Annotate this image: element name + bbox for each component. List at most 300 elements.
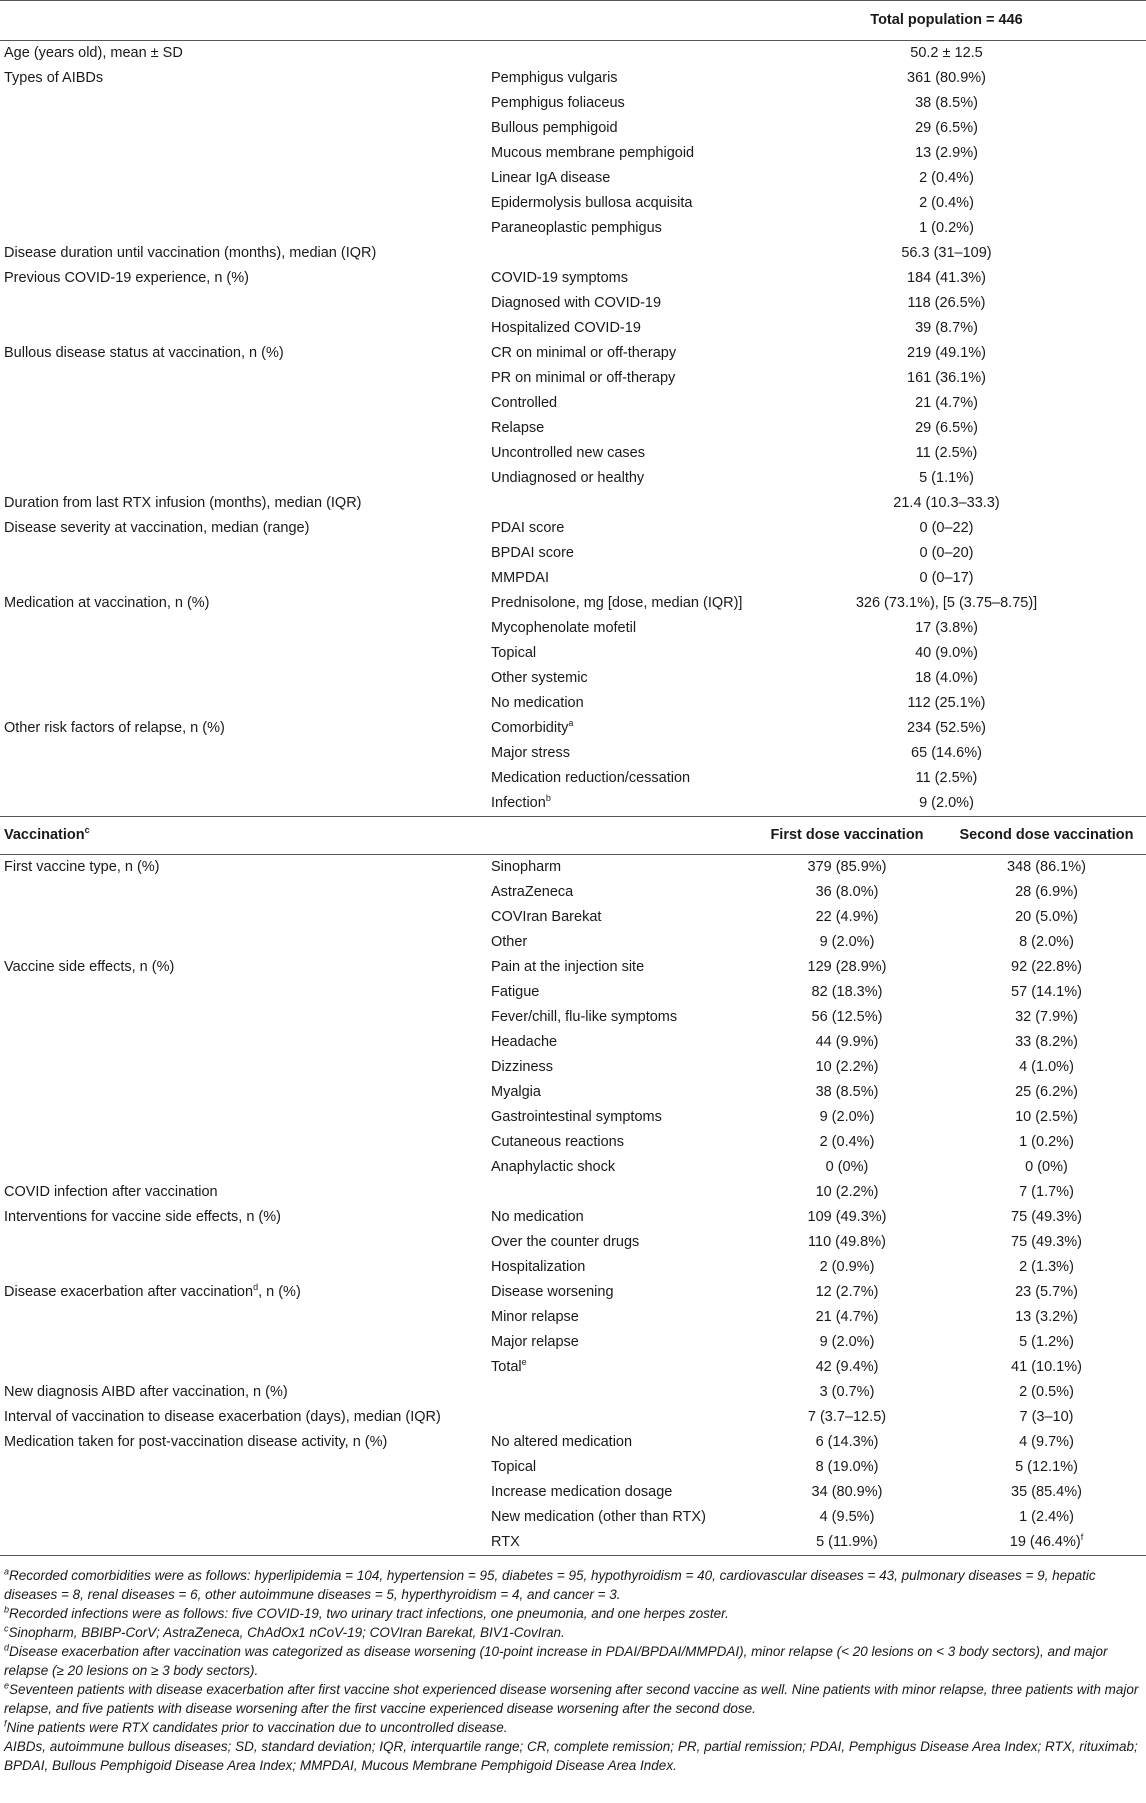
value-text: 75 (49.3%)	[1011, 1209, 1082, 1225]
second-dose-value	[947, 1480, 1146, 1505]
row-label	[0, 1280, 487, 1305]
row-value: 184 (41.3%)	[907, 270, 986, 286]
value-text: 41 (10.1%)	[1011, 1359, 1082, 1375]
total-population-header: Total population = 446	[747, 1, 1146, 41]
sublabel-text: Controlled	[491, 395, 558, 411]
row-value: 65 (14.6%)	[911, 745, 982, 761]
sublabel-text: Prednisolone, mg [dose, median (IQR)]	[491, 595, 743, 611]
row-sublabel	[487, 466, 747, 491]
sublabel-text: Minor relapse	[491, 1309, 579, 1325]
row-label	[0, 930, 487, 955]
first-dose-value: 10 (2.2%)	[815, 1184, 879, 1200]
table-row	[0, 291, 1146, 316]
table-row	[0, 491, 1146, 516]
table-row	[0, 191, 1146, 216]
table-row	[0, 41, 1146, 67]
first-dose-value: 82 (18.3%)	[811, 984, 883, 1000]
row-label	[0, 1130, 487, 1155]
sublabel-text: Major stress	[491, 745, 570, 761]
table-row	[0, 316, 1146, 341]
row-sublabel	[487, 91, 747, 116]
table-row	[0, 1455, 1146, 1480]
row-value: 11 (2.5%)	[915, 770, 978, 786]
sublabel-text: Hospitalization	[491, 1259, 586, 1275]
row-label	[0, 1405, 487, 1430]
row-sublabel	[487, 1455, 747, 1480]
row-label	[0, 880, 487, 905]
sublabel-text: RTX	[491, 1534, 520, 1550]
sublabel-text: Pemphigus foliaceus	[491, 95, 625, 111]
value-text: 10 (2.5%)	[1015, 1109, 1078, 1125]
row-sublabel	[487, 316, 747, 341]
value-text: 2 (1.3%)	[1019, 1259, 1074, 1275]
label-text: Vaccine side effects, n (%)	[4, 959, 175, 975]
value-text: 5 (12.1%)	[1015, 1459, 1078, 1475]
row-value: 112 (25.1%)	[907, 695, 986, 711]
table-row	[0, 791, 1146, 817]
sublabel-text: Headache	[491, 1034, 558, 1050]
table-row	[0, 516, 1146, 541]
label-text: First vaccine type, n (%)	[4, 859, 160, 875]
row-value: 326 (73.1%), [5 (3.75–8.75)]	[855, 595, 1038, 611]
first-dose-value: 129 (28.9%)	[807, 959, 887, 975]
label-text: Interventions for vaccine side effects, n (%)	[4, 1209, 281, 1225]
sublabel-text: Topical	[491, 1459, 537, 1475]
row-sublabel	[487, 1230, 747, 1255]
sublabel-text: PDAI score	[491, 520, 565, 536]
row-sublabel	[487, 1305, 747, 1330]
row-value: 18 (4.0%)	[915, 670, 978, 686]
sublabel-text: Anaphylactic shock	[491, 1159, 616, 1175]
row-sublabel	[487, 1330, 747, 1355]
row-sublabel	[487, 191, 747, 216]
row-label	[0, 541, 487, 566]
row-label	[0, 641, 487, 666]
population-section	[0, 41, 1146, 817]
table-row	[0, 1180, 1146, 1205]
table-row	[0, 241, 1146, 266]
first-dose-value: 12 (2.7%)	[815, 1284, 879, 1300]
row-sublabel	[487, 616, 747, 641]
row-sublabel	[487, 641, 747, 666]
row-label	[0, 1480, 487, 1505]
row-label	[0, 291, 487, 316]
row-sublabel	[487, 141, 747, 166]
second-dose-value	[947, 1080, 1146, 1105]
sublabel-text: Mucous membrane pemphigoid	[491, 145, 695, 161]
first-dose-value: 8 (19.0%)	[815, 1459, 879, 1475]
sublabel-text: AstraZeneca	[491, 884, 574, 900]
row-sublabel	[487, 541, 747, 566]
sublabel-text: Other systemic	[491, 670, 588, 686]
sublabel-text: Other	[491, 934, 528, 950]
sublabel-text: Undiagnosed or healthy	[491, 470, 645, 486]
row-sublabel	[487, 566, 747, 591]
first-dose-value: 9 (2.0%)	[819, 934, 875, 950]
row-label	[0, 1105, 487, 1130]
row-label	[0, 1530, 487, 1556]
table-row	[0, 1105, 1146, 1130]
row-label: Duration from last RTX infusion (months), median (IQR)	[4, 495, 362, 511]
sublabel-text: COVIran Barekat	[491, 909, 602, 925]
second-dose-value	[947, 1380, 1146, 1405]
table-row	[0, 1355, 1146, 1380]
row-label	[0, 1505, 487, 1530]
table-row	[0, 1430, 1146, 1455]
second-dose-value	[947, 1155, 1146, 1180]
row-sublabel	[487, 1005, 747, 1030]
row-sublabel	[487, 416, 747, 441]
footnote-marker: e	[4, 1680, 10, 1691]
row-value: 1 (0.2%)	[919, 220, 974, 236]
row-value: 17 (3.8%)	[915, 620, 978, 636]
row-label: Disease duration until vaccination (months), median (IQR)	[4, 245, 377, 261]
row-label	[0, 1030, 487, 1055]
table-row	[0, 666, 1146, 691]
row-sublabel	[487, 1055, 747, 1080]
footnote-marker: a	[568, 718, 574, 729]
footnote-marker: e	[521, 1357, 527, 1368]
vaccination-header-section	[0, 817, 1146, 855]
sublabel-text: Gastrointestinal symptoms	[491, 1109, 662, 1125]
row-sublabel	[487, 1205, 747, 1230]
vaccination-header-label: Vaccination$^c$	[0, 817, 487, 855]
first-dose-value: 3 (0.7%)	[819, 1384, 875, 1400]
sublabel-text: Cutaneous reactions	[491, 1134, 624, 1150]
row-label: Previous COVID-19 experience, n (%)	[4, 270, 249, 286]
row-sublabel	[487, 1530, 747, 1556]
label-text: Disease exacerbation after vaccination	[4, 1284, 254, 1300]
footnote-text: Nine patients were RTX candidates prior to vaccination due to uncontrolled disease.	[6, 1720, 508, 1735]
first-dose-value: 34 (80.9%)	[811, 1484, 883, 1500]
row-label	[0, 466, 487, 491]
second-dose-value	[947, 1280, 1146, 1305]
footnote-marker: b	[4, 1604, 10, 1615]
row-value: 38 (8.5%)	[915, 95, 978, 111]
row-label: Disease severity at vaccination, median (range)	[4, 520, 310, 536]
vaccination-section	[0, 855, 1146, 1556]
second-dose-value	[947, 1055, 1146, 1080]
row-label: Types of AIBDs	[4, 70, 104, 86]
sublabel-text: Pemphigus vulgaris	[491, 70, 618, 86]
row-value: 29 (6.5%)	[915, 420, 978, 436]
value-text: 19 (46.4%)	[1009, 1534, 1081, 1550]
second-dose-value	[947, 1355, 1146, 1380]
table-row	[0, 466, 1146, 491]
row-label	[0, 166, 487, 191]
row-sublabel	[487, 666, 747, 691]
row-value: 29 (6.5%)	[915, 120, 978, 136]
row-sublabel	[487, 1255, 747, 1280]
row-sublabel	[487, 880, 747, 905]
second-dose-value	[947, 1430, 1146, 1455]
value-text: 35 (85.4%)	[1011, 1484, 1082, 1500]
row-label	[0, 416, 487, 441]
label-text: New diagnosis AIBD after vaccination, n (%)	[4, 1384, 288, 1400]
table-row	[0, 341, 1146, 366]
row-label	[0, 391, 487, 416]
second-dose-value	[947, 1130, 1146, 1155]
row-sublabel	[487, 266, 747, 291]
row-label	[0, 1055, 487, 1080]
first-dose-value: 7 (3.7–12.5)	[807, 1409, 887, 1425]
population-header-row	[0, 1, 1146, 41]
row-sublabel	[487, 855, 747, 881]
footnote-marker: a	[4, 1566, 10, 1577]
sublabel-text: Fever/chill, flu-like symptoms	[491, 1009, 678, 1025]
row-label	[0, 1230, 487, 1255]
sublabel-text: Topical	[491, 645, 537, 661]
second-dose-value	[947, 1030, 1146, 1055]
table-row	[0, 541, 1146, 566]
second-dose-value	[947, 1305, 1146, 1330]
footnote-marker: f	[1080, 1532, 1084, 1543]
first-dose-value: 4 (9.5%)	[819, 1509, 875, 1525]
first-dose-value: 38 (8.5%)	[815, 1084, 879, 1100]
table-row	[0, 416, 1146, 441]
sublabel-text: Increase medication dosage	[491, 1484, 673, 1500]
label-text: Interval of vaccination to disease exacerbation (days), median (IQR)	[4, 1409, 441, 1425]
table-row	[0, 266, 1146, 291]
value-text: 75 (49.3%)	[1011, 1234, 1082, 1250]
table-row	[0, 716, 1146, 741]
row-sublabel	[487, 591, 747, 616]
first-dose-value: 5 (11.9%)	[747, 1530, 947, 1556]
value-text: 92 (22.8%)	[1011, 959, 1082, 975]
table-row	[0, 591, 1146, 616]
footnote	[4, 1623, 1142, 1642]
second-dose-value	[947, 905, 1146, 930]
row-label	[0, 216, 487, 241]
row-sublabel	[487, 1080, 747, 1105]
sublabel-text: PR on minimal or off-therapy	[491, 370, 676, 386]
value-text: 348 (86.1%)	[1007, 859, 1086, 875]
first-dose-value: 109 (49.3%)	[807, 1209, 887, 1225]
row-label	[0, 616, 487, 641]
row-sublabel	[487, 166, 747, 191]
table-row	[0, 1205, 1146, 1230]
row-label	[0, 1005, 487, 1030]
table-row	[0, 1305, 1146, 1330]
row-value: 13 (2.9%)	[915, 145, 978, 161]
value-text: 28 (6.9%)	[1015, 884, 1078, 900]
value-text: 1 (2.4%)	[1019, 1509, 1074, 1525]
row-sublabel	[487, 1480, 747, 1505]
row-label: Medication at vaccination, n (%)	[4, 595, 210, 611]
table-row	[0, 566, 1146, 591]
second-dose-value	[947, 1330, 1146, 1355]
first-dose-value: 110 (49.8%)	[808, 1234, 886, 1250]
table-row	[0, 1330, 1146, 1355]
table-row	[0, 141, 1146, 166]
row-sublabel	[487, 41, 747, 67]
row-label	[0, 791, 487, 817]
table-row	[0, 616, 1146, 641]
table-row	[0, 1030, 1146, 1055]
sublabel-text: Uncontrolled new cases	[491, 445, 645, 461]
sublabel-text: Over the counter drugs	[491, 1234, 640, 1250]
footnote-text: AIBDs, autoimmune bullous diseases; SD, standard deviation; IQR, interquartile range; CR, complete remission; PR, partial remission; PDAI, Pemphigus Disease Area Index; RTX, rituximab; BPDAI, Bullous Pemphigoid Disease Area Index; MMPDAI, Mucous Membrane Pemphigoid Disease Area Index.	[4, 1739, 1138, 1773]
footnote	[4, 1604, 1142, 1623]
footnote	[4, 1642, 1142, 1680]
row-value: 161 (36.1%)	[907, 370, 986, 386]
table-row	[0, 66, 1146, 91]
second-dose-value	[947, 880, 1146, 905]
first-dose-value: 2 (0.9%)	[819, 1259, 875, 1275]
sublabel-text: Mycophenolate mofetil	[491, 620, 637, 636]
table-row	[0, 980, 1146, 1005]
value-text: 25 (6.2%)	[1015, 1084, 1078, 1100]
sublabel-text: Disease worsening	[491, 1284, 614, 1300]
row-value: 21.4 (10.3–33.3)	[893, 495, 1000, 511]
value-text: 0 (0%)	[1025, 1159, 1068, 1175]
first-dose-header: First dose vaccination	[747, 817, 947, 855]
table-row	[0, 955, 1146, 980]
table-row	[0, 766, 1146, 791]
row-sublabel	[487, 441, 747, 466]
second-dose-value	[947, 1505, 1146, 1530]
value-text: 1 (0.2%)	[1019, 1134, 1074, 1150]
second-dose-value	[947, 1230, 1146, 1255]
row-sublabel	[487, 955, 747, 980]
footnote-marker: c	[4, 1623, 9, 1634]
row-sublabel	[487, 691, 747, 716]
row-label	[0, 366, 487, 391]
value-text: 23 (5.7%)	[1015, 1284, 1078, 1300]
sublabel-text: CR on minimal or off-therapy	[491, 345, 677, 361]
second-dose-value	[947, 855, 1146, 881]
label-tail: , n (%)	[258, 1284, 301, 1300]
table-row	[0, 1380, 1146, 1405]
table-row	[0, 691, 1146, 716]
table-row	[0, 1255, 1146, 1280]
row-value: 2 (0.4%)	[919, 195, 974, 211]
table-row	[0, 166, 1146, 191]
vaccination-header-row	[0, 817, 1146, 855]
footnote-marker: b	[545, 793, 551, 804]
row-sublabel	[487, 930, 747, 955]
row-sublabel	[487, 1180, 747, 1205]
sublabel-text: Fatigue	[491, 984, 540, 1000]
sublabel-text: No altered medication	[491, 1434, 633, 1450]
row-value: 234 (52.5%)	[907, 720, 986, 736]
table-row	[0, 855, 1146, 881]
footnote	[4, 1737, 1142, 1775]
sublabel-text: No medication	[491, 695, 584, 711]
sublabel-text: Total	[491, 1359, 522, 1375]
table-row	[0, 1130, 1146, 1155]
row-sublabel	[487, 516, 747, 541]
sublabel-text: Linear IgA disease	[491, 170, 611, 186]
row-label	[0, 980, 487, 1005]
footnote-marker: f	[4, 1718, 7, 1729]
row-label	[0, 1255, 487, 1280]
table-row	[0, 441, 1146, 466]
footnote-text: Disease exacerbation after vaccination was categorized as disease worsening (10-point increase in PDAI/BPDAI/MMPDAI), minor relapse (< 20 lesions on < 3 body sectors), and major relapse (≥ 20 lesions on ≥ 3 body sectors).	[4, 1644, 1108, 1678]
row-sublabel	[487, 1430, 747, 1455]
second-dose-value	[947, 1405, 1146, 1430]
row-label	[0, 441, 487, 466]
sublabel-text: BPDAI score	[491, 545, 574, 561]
row-value: 0 (0–20)	[919, 545, 974, 561]
table-row	[0, 1005, 1146, 1030]
row-sublabel	[487, 341, 747, 366]
value-text: 20 (5.0%)	[1015, 909, 1078, 925]
footnote-marker: d	[4, 1642, 10, 1653]
row-sublabel	[487, 1030, 747, 1055]
row-value: 50.2 ± 12.5	[910, 45, 983, 61]
sublabel-text: Pain at the injection site	[491, 959, 645, 975]
row-value: 39 (8.7%)	[915, 320, 978, 336]
sublabel-text: No medication	[491, 1209, 584, 1225]
row-value: 40 (9.0%)	[915, 645, 978, 661]
row-sublabel	[487, 1280, 747, 1305]
row-label	[0, 1330, 487, 1355]
table-row	[0, 366, 1146, 391]
table-row	[0, 1155, 1146, 1180]
sublabel-text: Medication reduction/cessation	[491, 770, 691, 786]
row-sublabel	[487, 116, 747, 141]
label-text: COVID infection after vaccination	[4, 1184, 218, 1200]
footnote-text: Recorded comorbidities were as follows: hyperlipidemia = 104, hypertension = 95, diabetes = 95, hypothyroidism = 40, cardiovascular diseases = 43, pulmonary diseases = 9, hepatic diseases = 8, renal diseases = 6, other autoimmune diseases = 5, hyperthyroidism = 4, and cancer = 3.	[4, 1568, 1096, 1602]
row-sublabel	[487, 1355, 747, 1380]
second-dose-value	[947, 1205, 1146, 1230]
first-dose-value: 22 (4.9%)	[815, 909, 879, 925]
row-label	[0, 905, 487, 930]
row-label: Age (years old), mean ± SD	[4, 45, 183, 61]
table-row	[0, 1080, 1146, 1105]
second-dose-value	[947, 955, 1146, 980]
row-label	[0, 1205, 487, 1230]
row-sublabel	[487, 791, 747, 817]
second-dose-value	[947, 980, 1146, 1005]
row-sublabel	[487, 741, 747, 766]
value-text: 7 (3–10)	[1019, 1409, 1074, 1425]
row-label	[0, 1305, 487, 1330]
first-dose-value: 0 (0%)	[825, 1159, 869, 1175]
row-sublabel	[487, 1105, 747, 1130]
sublabel-text: Hospitalized COVID-19	[491, 320, 641, 336]
first-dose-value: 9 (2.0%)	[819, 1109, 875, 1125]
row-label	[0, 1355, 487, 1380]
row-label	[0, 855, 487, 881]
value-text: 8 (2.0%)	[1019, 934, 1074, 950]
row-value: 21 (4.7%)	[915, 395, 978, 411]
table-row	[0, 216, 1146, 241]
table-row	[0, 641, 1146, 666]
row-sublabel	[487, 980, 747, 1005]
row-sublabel	[487, 66, 747, 91]
second-dose-value	[947, 930, 1146, 955]
row-value: 11 (2.5%)	[915, 445, 978, 461]
table-row	[0, 1480, 1146, 1505]
row-sublabel	[487, 1505, 747, 1530]
second-dose-header: Second dose vaccination	[947, 817, 1146, 855]
row-sublabel	[487, 1405, 747, 1430]
row-sublabel	[487, 1130, 747, 1155]
table-row	[0, 930, 1146, 955]
value-text: 32 (7.9%)	[1015, 1009, 1078, 1025]
footnote	[4, 1680, 1142, 1718]
row-value: 0 (0–17)	[919, 570, 974, 586]
row-label	[0, 566, 487, 591]
row-sublabel	[487, 1155, 747, 1180]
sublabel-text: Major relapse	[491, 1334, 579, 1350]
row-sublabel	[487, 1380, 747, 1405]
row-sublabel	[487, 716, 747, 741]
table-row	[0, 741, 1146, 766]
first-dose-value: 42 (9.4%)	[815, 1359, 879, 1375]
